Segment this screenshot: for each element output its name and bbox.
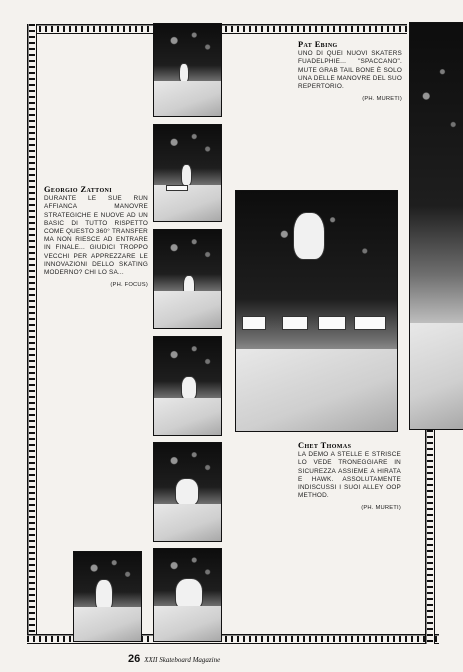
photo-credit: (PH. MURETI) bbox=[362, 96, 402, 103]
sequence-photo-1 bbox=[153, 23, 222, 117]
right-meander-border bbox=[425, 430, 435, 644]
caption-text: DURANTE LE SUE RUN AFFIANCA MANOVRE STRATEGICHE E NUOVE AD UN BASIC DI TUTTO RISPETTO COME QUESTO 360° TRANSFER MA NON RIESCE AD ENTRARE IN FINALE... GIUDICI TROPPO VECCHI PER APPREZZARE LE INNOVAZIONI DELLO SKATING MODERNO? CHI LO SA... bbox=[44, 195, 148, 277]
caption-chet-thomas bbox=[298, 442, 401, 513]
caption-name: Chet Thomas bbox=[298, 441, 352, 450]
sequence-photo-6 bbox=[153, 548, 222, 642]
photo-credit: (PH. MURETI) bbox=[361, 505, 401, 512]
sequence-photo-4 bbox=[153, 336, 222, 436]
caption-georgio-zattoni bbox=[44, 186, 148, 289]
sequence-photo-2 bbox=[153, 124, 222, 222]
sequence-photo-5 bbox=[153, 442, 222, 542]
page-footer bbox=[128, 649, 220, 667]
caption-text: LA DEMO A STELLE E STRISCE LO VEDE TRONEGGIARE IN SICUREZZA ASSIEME A HIRATA E HAWK. ASSOLUTAMENTE INDISCUSSI I SUOI ALLEY OOP METHOD. bbox=[298, 451, 401, 500]
main-feature-photo bbox=[235, 190, 398, 432]
caption-pat-ebing bbox=[298, 41, 402, 103]
caption-name: Pat Ebing bbox=[298, 40, 338, 49]
bottom-left-photo bbox=[73, 551, 142, 642]
sequence-photo-3 bbox=[153, 229, 222, 329]
page-number: 26 bbox=[128, 653, 141, 665]
caption-name: Georgio Zattoni bbox=[44, 185, 112, 194]
left-meander-border bbox=[27, 24, 37, 644]
magazine-name: XXII Skateboard Magazine bbox=[144, 656, 221, 664]
caption-text: UNO DI QUEI NUOVI SKATERS FUADELPHIE... "SPACCANO". MUTE GRAB TAIL BONE È SOLO UNA DELLE MANOVRE DEL SUO REPERTORIO. bbox=[298, 50, 402, 91]
photo-credit: (PH. FOCUS) bbox=[110, 282, 148, 289]
right-edge-photo bbox=[409, 22, 463, 430]
